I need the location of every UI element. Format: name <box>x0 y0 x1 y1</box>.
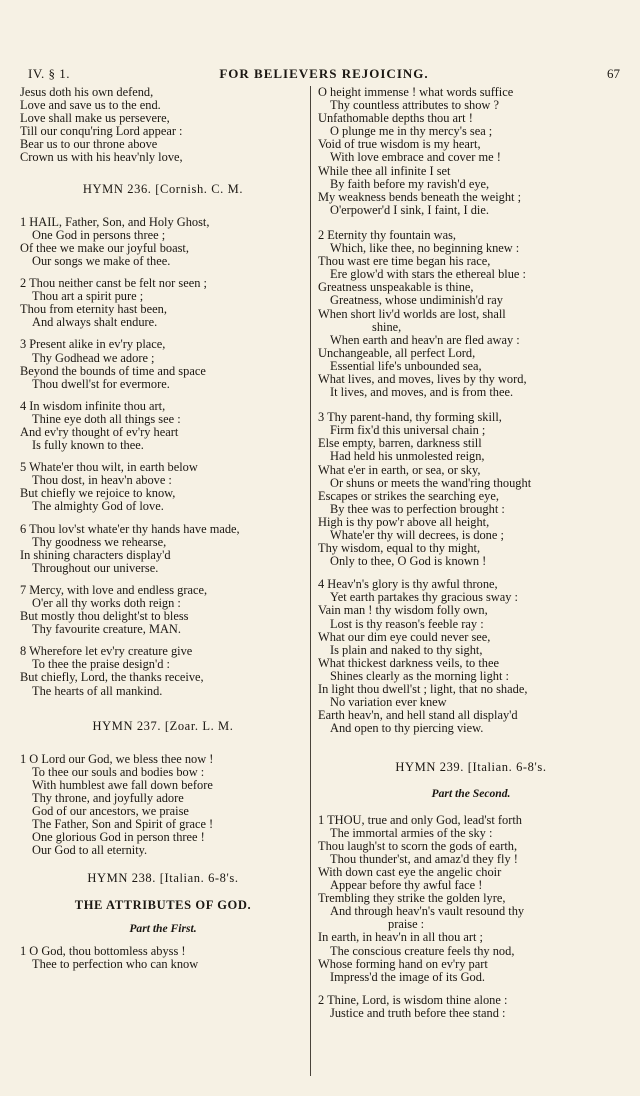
verse-line: 6 Thou lov'st whate'er thy hands have made, <box>20 522 240 536</box>
verse-line: In shining characters display'd <box>20 548 171 562</box>
verse-line: The immortal armies of the sky : <box>330 826 493 840</box>
verse-line: Or shuns or meets the wand'ring thought <box>330 476 532 490</box>
verse-line: To thee the praise design'd : <box>32 658 170 672</box>
verse-line: While thee all infinite I set <box>318 164 451 178</box>
verse-line: With love embrace and cover me ! <box>330 151 501 165</box>
verse-line: Appear before thy awful face ! <box>330 879 483 893</box>
verse-line: The hearts of all mankind. <box>32 684 163 698</box>
verse-line: Escapes or strikes the searching eye, <box>318 489 499 503</box>
verse-line: But mostly thou delight'st to bless <box>20 610 189 624</box>
hymn-238-stanza-3 <box>318 411 624 568</box>
verse-line: shine, <box>372 320 402 334</box>
verse-line: Love and save us to the end. <box>20 99 161 113</box>
hymn-238-stanza-4 <box>318 578 624 735</box>
verse-line: Thee to perfection who can know <box>32 957 199 971</box>
verse-line: Shines clearly as the morning light : <box>330 669 509 683</box>
verse-line: Till our conqu'ring Lord appear : <box>20 125 183 139</box>
verse-line: Greatness, whose undiminish'd ray <box>330 294 503 308</box>
verse-line: Thou wast ere time began his race, <box>318 255 491 269</box>
page-header <box>28 66 620 84</box>
verse-line: What thickest darkness veils, to thee <box>318 656 499 670</box>
verse-line: Of thee we make our joyful boast, <box>20 241 189 255</box>
hymn-236-stanza-3 <box>20 338 306 390</box>
verse-line: O height immense ! what words suffice <box>318 86 514 99</box>
verse-line: Whose forming hand on ev'ry part <box>318 957 488 971</box>
verse-line: 3 Present alike in ev'ry place, <box>20 338 166 352</box>
verse-line: Beyond the bounds of time and space <box>20 364 206 378</box>
verse-line: Love shall make us persevere, <box>20 112 170 126</box>
hymn-238-title: HYMN 238. [Italian. 6-8's. <box>87 870 239 885</box>
verse-line: Firm fix'd this universal chain ; <box>330 424 486 438</box>
hymn-238-part: Part the First. <box>129 921 197 935</box>
verse-line: In light thou dwell'st ; light, that no shade, <box>318 683 528 697</box>
verse-line: Justice and truth before thee stand : <box>330 1006 506 1020</box>
column-divider <box>310 86 311 1076</box>
verse-line: 8 Wherefore let ev'ry creature give <box>20 645 193 659</box>
verse-line: Thy wisdom, equal to thy might, <box>318 542 481 556</box>
hymn-236-stanza-7 <box>20 584 306 636</box>
hymn-238-stanza-2 <box>318 229 624 399</box>
verse-line: My weakness bends beneath the weight ; <box>318 190 522 204</box>
hymn-236-title: HYMN 236. [Cornish. C. M. <box>82 181 244 196</box>
verse-line: Thou thunder'st, and amaz'd they fly ! <box>330 852 518 866</box>
hymn-236-stanza-6 <box>20 523 306 575</box>
verse-line: With humblest awe fall down before <box>32 778 213 792</box>
verse-line: Thy countless attributes to show ? <box>330 99 499 113</box>
verse-line: By thee was to perfection brought : <box>330 502 505 516</box>
verse-line: God of our ancestors, we praise <box>32 805 189 819</box>
verse-line: Thou dwell'st for evermore. <box>32 377 170 391</box>
verse-line: With down cast eye the angelic choir <box>318 865 502 879</box>
verse-line: Yet earth partakes thy gracious sway : <box>330 591 518 605</box>
verse-line: No variation ever knew <box>330 696 447 710</box>
verse-line: Impress'd the image of its God. <box>330 970 486 984</box>
hymn-239-stanza-1 <box>318 814 624 984</box>
hymn-239-title: HYMN 239. [Italian. 6-8's. <box>395 760 547 775</box>
hymn-236-stanza-4 <box>20 400 306 452</box>
verse-line: And always shalt endure. <box>32 316 158 330</box>
verse-line: Which, like thee, no beginning knew : <box>330 242 520 256</box>
hymn-237-stanza <box>20 753 306 858</box>
verse-line: When earth and heav'n are fled away : <box>330 333 520 347</box>
verse-line: Had held his unmolested reign, <box>330 450 485 464</box>
verse-line: praise : <box>388 918 425 932</box>
verse-line: Lost is thy reason's feeble ray : <box>330 617 484 631</box>
verse-line: Thy goodness we rehearse, <box>32 535 167 549</box>
verse-line: Thou art a spirit pure ; <box>32 290 144 304</box>
verse-line: 3 Thy parent-hand, thy forming skill, <box>318 411 502 425</box>
verse-line: Thy favourite creature, MAN. <box>32 623 181 637</box>
verse-line: 2 Eternity thy fountain was, <box>318 228 456 242</box>
hymn-238-subtitle: THE ATTRIBUTES OF GOD. <box>74 897 252 912</box>
verse-line: 4 Heav'n's glory is thy awful throne, <box>318 578 498 592</box>
verse-line: Void of true wisdom is my heart, <box>318 138 481 152</box>
running-title: FOR BELIEVERS REJOICING. <box>219 66 429 81</box>
verse-line: But chiefly, Lord, the thanks receive, <box>20 671 204 685</box>
verse-line: Our songs we make of thee. <box>32 254 171 268</box>
verse-line: And ev'ry thought of ev'ry heart <box>20 425 179 439</box>
verse-line: And through heav'n's vault resound thy <box>330 905 525 919</box>
verse-line: Is fully known to thee. <box>32 439 144 453</box>
verse-line: Our God to all eternity. <box>32 844 148 858</box>
verse-line: 1 THOU, true and only God, lead'st forth <box>318 813 523 827</box>
hymn-236-stanza-1 <box>20 216 306 268</box>
verse-line: Whate'er thy will decrees, is done ; <box>330 529 504 542</box>
verse-line: Thy throne, and joyfully adore <box>32 792 184 806</box>
right-column <box>318 86 624 1029</box>
verse-line: High is thy pow'r above all height, <box>318 515 490 529</box>
verse-line: What our dim eye could never see, <box>318 630 491 644</box>
verse-line: O'erpower'd I sink, I faint, I die. <box>330 203 489 217</box>
verse-line: Essential life's unbounded sea, <box>330 359 482 373</box>
verse-line: Bear us to our throne above <box>20 138 158 152</box>
verse-line: To thee our souls and bodies bow : <box>32 765 205 779</box>
verse-line: 5 Whate'er thou wilt, in earth below <box>20 461 198 475</box>
verse-line: Greatness unspeakable is thine, <box>318 281 474 295</box>
hymn-236-stanza-8 <box>20 645 306 697</box>
verse-line: What lives, and moves, lives by thy word, <box>318 372 527 386</box>
verse-line: Throughout our universe. <box>32 561 159 575</box>
verse-line: Thou from eternity hast been, <box>20 303 167 317</box>
verse-line: One God in persons three ; <box>32 228 166 242</box>
verse-line: 2 Thine, Lord, is wisdom thine alone : <box>318 993 508 1007</box>
verse-line: 2 Thou neither canst be felt nor seen ; <box>20 277 207 291</box>
verse-line: The almighty God of love. <box>32 500 164 514</box>
verse-line: By faith before my ravish'd eye, <box>330 177 490 191</box>
verse-line: Thine eye doth all things see : <box>32 412 181 426</box>
hymn-238-stanza-1 <box>20 945 306 971</box>
hymn-239-stanza-2 <box>318 994 624 1020</box>
hymn-236-stanza-2 <box>20 277 306 329</box>
verse-line: Earth heav'n, and hell stand all display'd <box>318 709 518 723</box>
left-column <box>20 86 306 980</box>
verse-line: Is plain and naked to thy sight, <box>330 643 483 657</box>
verse-line: The conscious creature feels thy nod, <box>330 944 515 958</box>
verse-line: Thou dost, in heav'n above : <box>32 474 172 488</box>
verse-line: 1 O God, thou bottomless abyss ! <box>20 944 186 958</box>
verse-line: Only to thee, O God is known ! <box>330 555 487 569</box>
hymn-236-stanza-5 <box>20 461 306 513</box>
page-number: 67 <box>607 66 620 81</box>
verse-line: 7 Mercy, with love and endless grace, <box>20 583 208 597</box>
verse-line: Crown us with his heav'nly love, <box>20 151 183 165</box>
verse-line: It lives, and moves, and is from thee. <box>330 386 514 400</box>
verse-line: Thy Godhead we adore ; <box>32 351 155 365</box>
verse-line: But chiefly we rejoice to know, <box>20 487 176 501</box>
verse-line: 1 O Lord our God, we bless thee now ! <box>20 752 214 766</box>
section-number: IV. § 1. <box>28 66 71 81</box>
hymn-continuation <box>20 86 306 165</box>
verse-line: When short liv'd worlds are lost, shall <box>318 307 506 321</box>
verse-line: Thou laugh'st to scorn the gods of earth, <box>318 839 518 853</box>
hymn-238-stanza-1-continued <box>318 86 624 217</box>
verse-line: Else empty, barren, darkness still <box>318 437 482 451</box>
verse-line: Trembling they strike the golden lyre, <box>318 892 506 906</box>
verse-line: Unfathomable depths thou art ! <box>318 112 473 126</box>
verse-line: O'er all thy works doth reign : <box>32 597 181 610</box>
verse-line: Unchangeable, all perfect Lord, <box>318 346 476 360</box>
verse-line: O plunge me in thy mercy's sea ; <box>330 125 493 139</box>
verse-line: The Father, Son and Spirit of grace ! <box>32 818 214 832</box>
verse-line: Jesus doth his own defend, <box>20 86 154 99</box>
hymn-239-part: Part the Second. <box>431 786 511 800</box>
verse-line: Ere glow'd with stars the ethereal blue : <box>330 268 526 282</box>
verse-line: And open to thy piercing view. <box>330 722 484 736</box>
verse-line: What e'er in earth, or sea, or sky, <box>318 463 481 477</box>
verse-line: In earth, in heav'n in all thou art ; <box>318 931 483 945</box>
verse-line: 4 In wisdom infinite thou art, <box>20 399 166 413</box>
hymn-237-title: HYMN 237. [Zoar. L. M. <box>92 718 234 733</box>
verse-line: Vain man ! thy wisdom folly own, <box>318 604 488 618</box>
verse-line: One glorious God in person three ! <box>32 831 205 845</box>
verse-line: 1 HAIL, Father, Son, and Holy Ghost, <box>20 215 210 229</box>
